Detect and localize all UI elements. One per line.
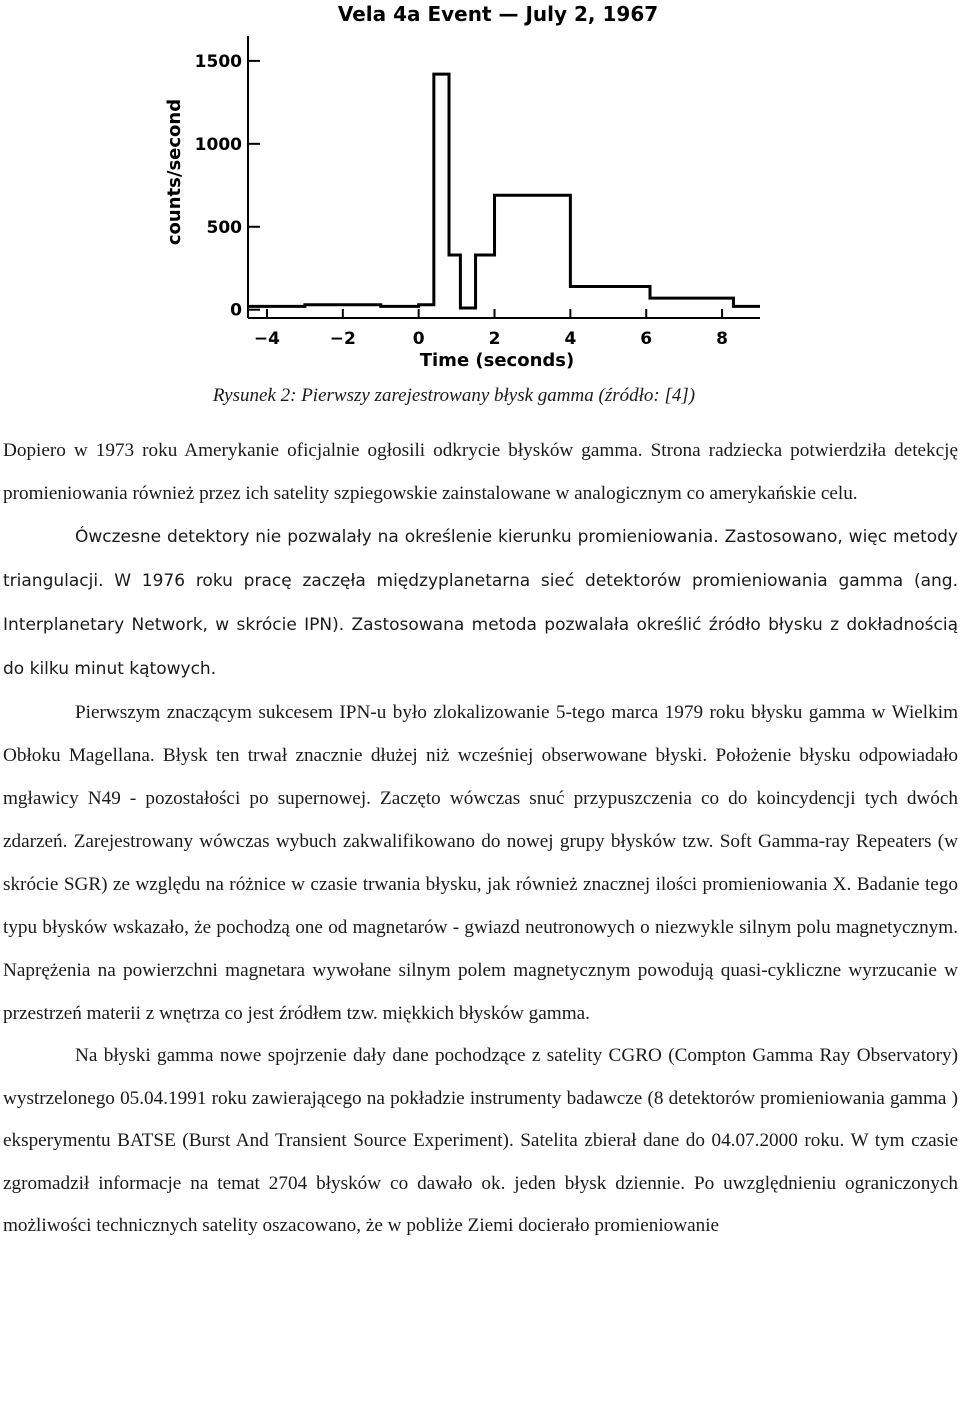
figure-caption: Rysunek 2: Pierwszy zarejestrowany błysk gamma (źródło: [4]) [212,385,696,406]
paragraph-1: Dopiero w 1973 roku Amerykanie oficjalnie ogłosili odkrycie błysków gamma. Strona radziecka potwierdziła detekcję promieniowania również przez ich satelity szpiegowskie zainstalowane w analogicznym co amerykańskie celu. [3,440,958,504]
x-tick-label: −4 [253,329,281,349]
y-tick-label: 0 [230,300,242,321]
x-tick-label: 2 [488,329,501,349]
y-tick-label: 1500 [194,51,242,72]
x-tick-label: −2 [329,329,356,349]
paragraph-2: Ówczesne detektory nie pozwalały na określenie kierunku promieniowania. Zastosowano, więc metody triangulacji. W 1976 roku pracę zaczęła międzyplanetarna sieć detektorów promieniowania gamma (ang. Interplanetary Network, w skrócie IPN). Zastosowana metoda pozwalała określić źródło błysku z dokładnością do kilku minut kątowych. [3,527,958,679]
chart-title: Vela 4a Event — July 2, 1967 [337,2,659,26]
x-tick-label: 0 [412,329,425,349]
paragraph-3: Pierwszym znaczącym sukcesem IPN-u było zlokalizowanie 5-tego marca 1979 roku błysku gamma w Wielkim Obłoku Magellana. Błysk ten trwał znacznie dłużej niż wcześniej obserwowane błyski. Położenie błysku odpowiadało mgławicy N49 - pozostałości po supernowej. Zaczęto wówczas snuć przypuszczenia co do koincydencji tych dwóch zdarzeń. Zarejestrowany wówczas wybuch zakwalifikowano do nowej grupy błysków tzw. Soft Gamma-ray Repeaters (w skrócie SGR) ze względu na różnice w czasie trwania błysku, jak również znacznej ilości promieniowania X. Badanie tego typu błysków wskazało, że pochodzą one od magnetarów - gwiazd neutronowych o niezwykle silnym polu magnetycznym. Naprężenia na powierzchni magnetara wywołane silnym polem magnetycznym powodują quasi-cykliczne wyrzucanie w przestrzeń materii z wnętrza co jest źródłem tzw. miękkich błysków gamma. [3,702,958,1024]
figure-vela-chart [0,0,960,375]
body-text [3,429,958,1248]
axis-ticks [248,61,722,318]
paragraph-4: Na błyski gamma nowe spojrzenie dały dane pochodzące z satelity CGRO (Compton Gamma Ray Observatory) wystrzelonego 05.04.1991 roku zawierającego na pokładzie instrumenty badawcze (8 detektorów promieniowania gamma ) eksperymentu BATSE (Burst And Transient Source Experiment). Satelita zbierał dane do 04.07.2000 roku. W tym czasie zgromadził informacje na temat 2704 błysków co dawało ok. jeden błysk dziennie. Po uwzględnieniu ograniczonych możliwości technicznych satelity oszacowano, że w pobliże Ziemi docierało promieniowanie [3,1045,958,1237]
vela-chart-svg [0,0,960,375]
y-tick-label: 1000 [194,134,242,155]
x-tick-label: 4 [564,329,577,349]
series-line-vela-4a [248,74,760,308]
x-tick-label: 6 [640,329,653,349]
x-tick-label: 8 [716,329,728,349]
y-tick-label: 500 [206,217,242,238]
y-axis-label: counts/second [164,98,185,246]
x-axis-label: Time (seconds) [419,350,575,371]
